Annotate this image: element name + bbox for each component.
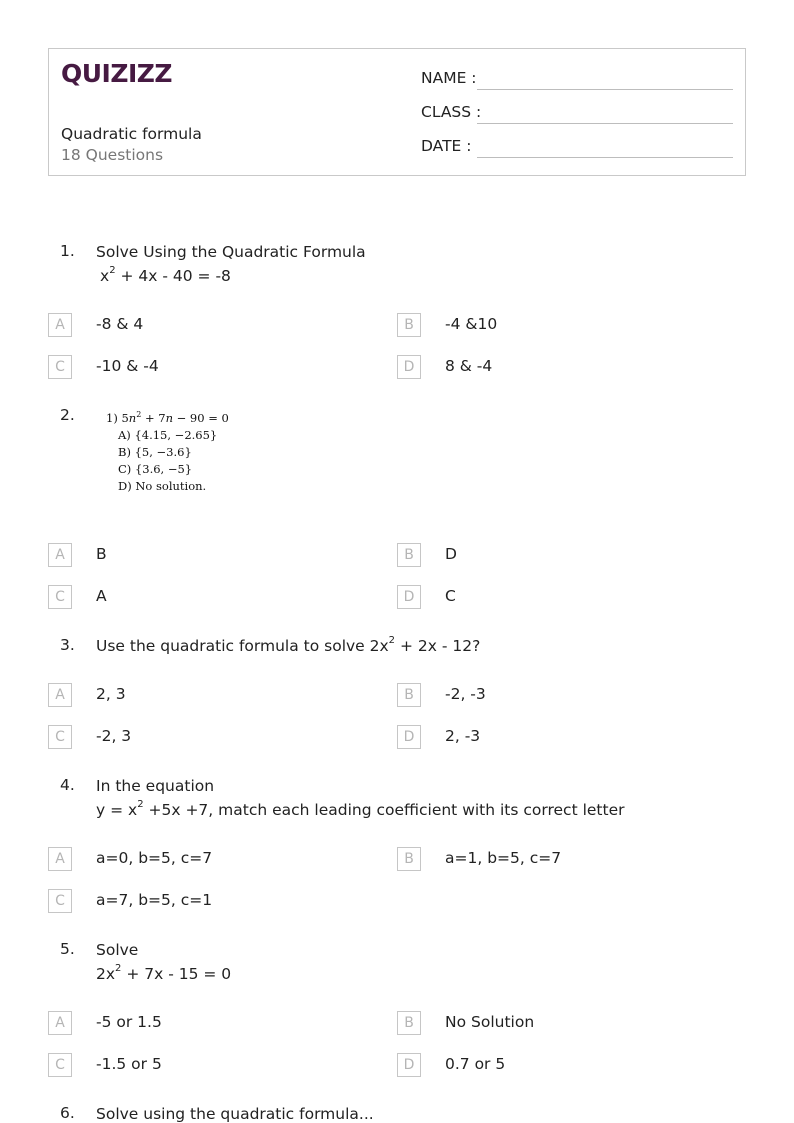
question-number: 6. <box>60 1104 75 1122</box>
image-choice: C) {3.6, −5} <box>118 462 193 476</box>
question-text <box>96 1102 374 1123</box>
date-label: DATE : <box>421 137 472 155</box>
option-text: 0.7 or 5 <box>445 1055 506 1073</box>
question-number: 2. <box>60 406 75 424</box>
option-text: -1.5 or 5 <box>96 1055 162 1073</box>
option-letter-box: B <box>397 1011 421 1035</box>
name-line <box>477 89 733 90</box>
option-text: B <box>96 545 107 563</box>
option-letter-box: B <box>397 683 421 707</box>
option-text: -8 & 4 <box>96 315 144 333</box>
image-choice: D) No solution. <box>118 479 207 493</box>
option-text: 8 & -4 <box>445 357 493 375</box>
option-text: 2, 3 <box>96 685 126 703</box>
image-equation: 1) $5n^2 + 7n - 90 = 0$ <box>106 410 229 425</box>
option-text: a=0, b=5, c=7 <box>96 849 213 867</box>
option-letter-box: D <box>397 1053 421 1077</box>
class-label: CLASS : <box>421 103 482 121</box>
option-letter-box: D <box>397 725 421 749</box>
option-letter-box: B <box>397 847 421 871</box>
question-image <box>106 410 256 495</box>
question-number: 5. <box>60 940 75 958</box>
option-text: -10 & -4 <box>96 357 159 375</box>
option-letter-box: C <box>48 355 72 379</box>
image-choice: A) {4.15, −2.65} <box>118 428 218 442</box>
option-letter-box: C <box>48 889 72 913</box>
option-text: a=1, b=5, c=7 <box>445 849 562 867</box>
question-number: 1. <box>60 242 75 260</box>
option-letter-box: A <box>48 683 72 707</box>
option-text: a=7, b=5, c=1 <box>96 891 213 909</box>
question-equation: $2x^2 + 7x - 15 = 0$ <box>96 962 232 983</box>
question-equation: $x^2 + 4x - 40 = -8$ <box>100 264 231 285</box>
worksheet-title: Quadratic formula <box>61 125 202 143</box>
option-letter-box: A <box>48 1011 72 1035</box>
question-text <box>96 634 480 658</box>
option-letter-box: C <box>48 585 72 609</box>
question-line: Use the quadratic formula to solve $2x^2 + 2x - 12$? <box>96 634 481 655</box>
question-number: 3. <box>60 636 75 654</box>
option-text: No Solution <box>445 1013 535 1031</box>
question-count: 18 Questions <box>61 146 164 164</box>
option-letter-box: A <box>48 543 72 567</box>
question-number: 4. <box>60 776 75 794</box>
option-letter-box: D <box>397 585 421 609</box>
image-choice: B) {5, −3.6} <box>118 445 192 459</box>
option-text: -2, -3 <box>445 685 486 703</box>
question-line: Solve using the quadratic formula... <box>96 1105 374 1123</box>
question-line: Solve Using the Quadratic Formula <box>96 243 366 261</box>
question-line: In the equation <box>96 777 215 795</box>
question-line: Solve <box>96 941 139 959</box>
question-equation: $y = x^2 +5x +7$, match each leading coefficient with its correct letter <box>96 798 625 819</box>
question-text <box>96 774 625 822</box>
class-line <box>477 123 733 124</box>
option-text: -5 or 1.5 <box>96 1013 162 1031</box>
name-label: NAME : <box>421 69 477 87</box>
question-text <box>96 240 366 288</box>
worksheet-header <box>48 48 746 176</box>
option-letter-box: A <box>48 847 72 871</box>
option-letter-box: A <box>48 313 72 337</box>
option-letter-box: C <box>48 1053 72 1077</box>
option-letter-box: B <box>397 313 421 337</box>
quizizz-logo: QUIZIZZ <box>61 59 173 88</box>
option-text: D <box>445 545 457 563</box>
question-text <box>96 938 231 986</box>
option-text: A <box>96 587 107 605</box>
date-line <box>477 157 733 158</box>
option-text: -4 &10 <box>445 315 498 333</box>
option-letter-box: C <box>48 725 72 749</box>
option-text: C <box>445 587 456 605</box>
option-letter-box: D <box>397 355 421 379</box>
option-text: -2, 3 <box>96 727 132 745</box>
option-text: 2, -3 <box>445 727 481 745</box>
option-letter-box: B <box>397 543 421 567</box>
